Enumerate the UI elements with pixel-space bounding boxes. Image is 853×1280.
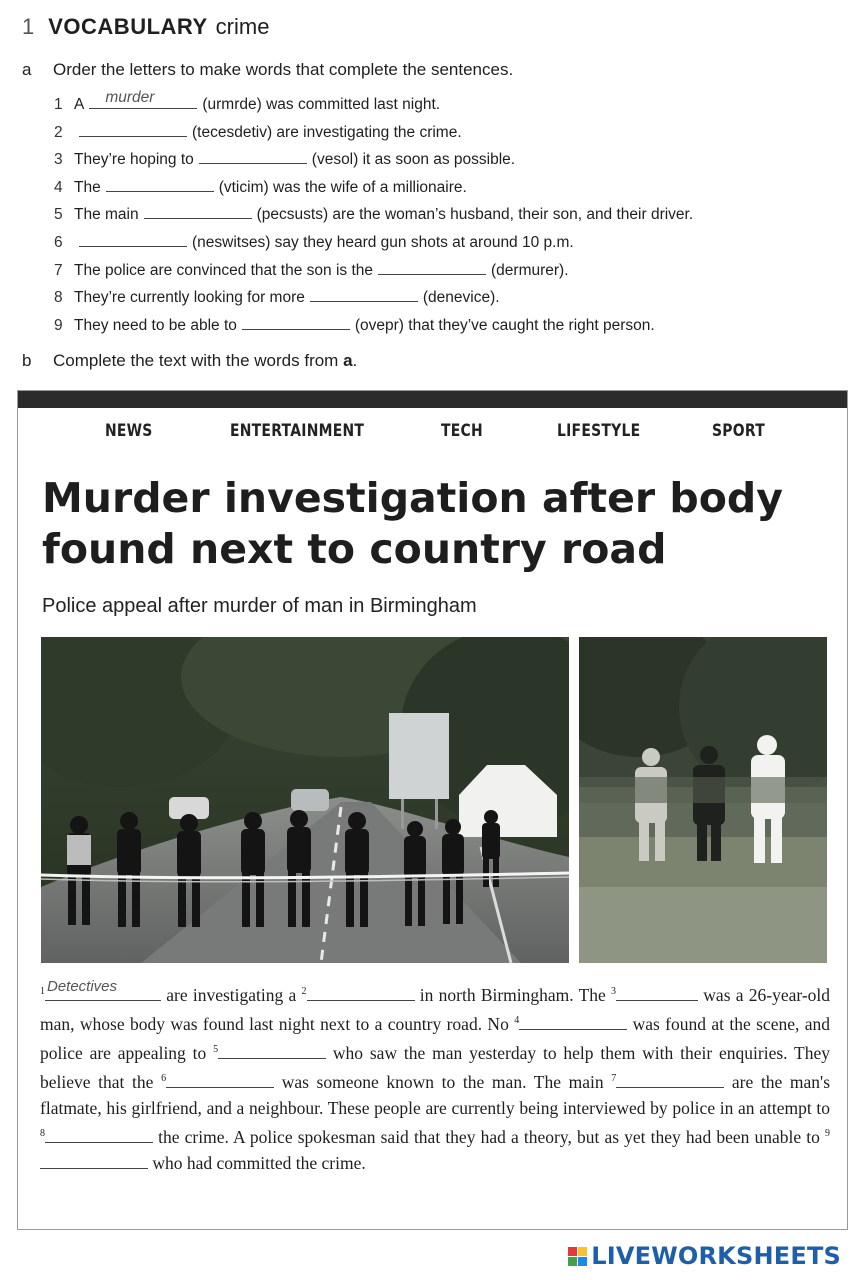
exercise-item-6: 6 (neswitses) say they heard gun shots at around 10 p.m. (54, 230, 693, 258)
exercise-item-8: 8 They’re currently looking for more (denevice). (54, 285, 693, 313)
nav-item-lifestyle[interactable]: LIFESTYLE (557, 421, 641, 441)
exercise-item-9: 9 They need to be able to (ovepr) that they’ve caught the right person. (54, 313, 693, 341)
forensic-team-illustration (579, 637, 827, 963)
part-b-instruction: b Complete the text with the words from a. (22, 351, 358, 370)
text-gap-8[interactable] (45, 1127, 153, 1143)
liveworksheets-logo (568, 1242, 841, 1270)
police-cordon-photo (41, 637, 569, 963)
text-gap-2[interactable] (307, 985, 415, 1001)
logo-square-3 (568, 1257, 577, 1266)
logo-square-4 (578, 1257, 587, 1266)
text-gap-9[interactable] (40, 1153, 148, 1169)
section-number: 1 (22, 14, 35, 39)
part-a-instruction (22, 60, 513, 80)
section-header (22, 14, 269, 40)
exercise-item-5: 5 The main (pecsusts) are the woman’s husband, their son, and their driver. (54, 202, 693, 230)
article-standfirst: Police appeal after murder of man in Birmingham (42, 595, 477, 617)
exercise-list (54, 89, 694, 340)
answer-blank-9[interactable] (242, 313, 350, 330)
nav-item-entertainment[interactable]: ENTERTAINMENT (230, 421, 365, 441)
text-gap-3[interactable] (616, 985, 698, 1001)
news-article (17, 390, 848, 1230)
nav-item-news[interactable]: NEWS (105, 421, 153, 441)
answer-blank-2[interactable] (79, 120, 187, 137)
part-a-letter: a (22, 60, 32, 79)
logo-square-1 (568, 1247, 577, 1256)
part-b-text: Complete the text with the words from (53, 351, 339, 370)
article-body: $^1$ Detectives are investigating a $^2$ in north Birmingham. The $^3$ was a 26-year-old man, whose body was found last night next to a country road. No $^4$ was found at the scene, and police are appealing to $^5$ who saw the man yesterday to help them with their enquiries. They believe that the $^6$ was someone known to the man. The main $^7$ are the man's flatmate, his girlfriend, and a neighbour. These people are currently being interviewed by police in an attempt to $^8$ the crime. A police spokesman said that they had a theory, but as yet they had been unable to $^9$ who had committed the crime. (40, 977, 831, 1174)
article-nav (18, 421, 847, 447)
article-top-bar (18, 391, 847, 408)
answer-blank-4[interactable] (106, 175, 214, 192)
exercise-item-3: 3 They’re hoping to (vesol) it as soon as possible. (54, 147, 693, 175)
answer-blank-1[interactable]: murder (89, 92, 197, 109)
answer-blank-7[interactable] (378, 258, 486, 275)
article-headline: Murder investigation after body found next to country road (42, 474, 783, 573)
exercise-item-4: 4 The (vticim) was the wife of a millionaire. (54, 175, 693, 203)
forensic-team-photo (579, 637, 827, 963)
answer-blank-8[interactable] (310, 285, 418, 302)
answer-blank-3[interactable] (199, 147, 307, 164)
answer-blank-5[interactable] (144, 202, 252, 219)
section-title: VOCABULARY (48, 14, 208, 39)
nav-item-sport[interactable]: SPORT (712, 421, 765, 441)
text-gap-4[interactable] (519, 1014, 627, 1030)
police-cordon-illustration (41, 637, 569, 963)
exercise-item-2: 2 (tecesdetiv) are investigating the crime. (54, 120, 693, 148)
text-gap-6[interactable] (166, 1072, 274, 1088)
part-b-ref: a (343, 351, 353, 370)
logo-grid-icon (568, 1247, 587, 1266)
logo-text: LIVEWORKSHEETS (591, 1242, 841, 1270)
text-gap-1[interactable]: Detectives (45, 985, 161, 1001)
answer-blank-6[interactable] (79, 230, 187, 247)
part-a-text: Order the letters to make words that complete the sentences. (53, 60, 514, 79)
text-gap-5[interactable] (218, 1043, 326, 1059)
text-gap-7[interactable] (616, 1072, 724, 1088)
section-subtitle: crime (215, 14, 270, 39)
part-b-letter: b (22, 351, 32, 370)
exercise-item-1: 1 A murder (urmrde) was committed last night. (54, 89, 441, 113)
exercise-item-7: 7 The police are convinced that the son is the (dermurer). (54, 258, 693, 286)
nav-item-tech[interactable]: TECH (441, 421, 483, 441)
logo-square-2 (578, 1247, 587, 1256)
